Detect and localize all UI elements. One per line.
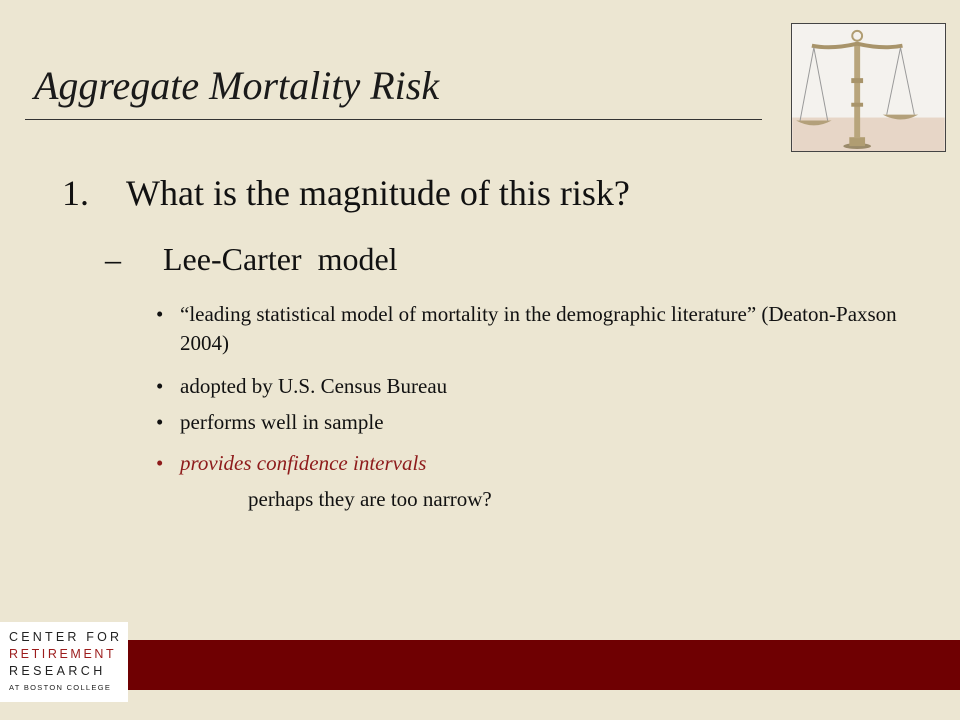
logo-line-2: RETIREMENT (9, 647, 117, 661)
logo-line-1: CENTER FOR (9, 630, 123, 644)
bullet-marker: • (156, 410, 164, 434)
bullet-item (156, 408, 910, 437)
bullet-marker: • (156, 451, 164, 475)
crr-logo (0, 622, 128, 702)
sub-point-text: Lee-Carter model (163, 241, 398, 277)
footer-bar (128, 640, 960, 690)
point-text: What is the magnitude of this risk? (126, 173, 630, 213)
bullet-item (156, 300, 910, 358)
bullet-text: provides confidence intervals (180, 451, 427, 475)
bullet-text: “leading statistical model of mortality in the demographic literature” (Deaton-Paxson 2004) (180, 302, 897, 355)
title-divider (25, 119, 762, 120)
bullet-item-highlighted (156, 449, 910, 478)
sub-point (105, 241, 398, 278)
scales-icon (792, 24, 945, 151)
bullet-marker: • (156, 302, 164, 326)
bullet-text: adopted by U.S. Census Bureau (180, 374, 448, 398)
bullet-item (156, 372, 910, 401)
slide-title: Aggregate Mortality Risk (34, 63, 440, 108)
main-point (62, 172, 630, 214)
bullet-marker: • (156, 374, 164, 398)
logo-line-4: AT BOSTON COLLEGE (9, 683, 112, 692)
bullet-text: performs well in sample (180, 410, 384, 434)
sub-point-marker: – (105, 241, 121, 277)
sub-note: perhaps they are too narrow? (248, 487, 492, 511)
logo-line-3: RESEARCH (9, 664, 106, 678)
scales-image (791, 23, 946, 152)
point-number: 1. (62, 173, 89, 213)
